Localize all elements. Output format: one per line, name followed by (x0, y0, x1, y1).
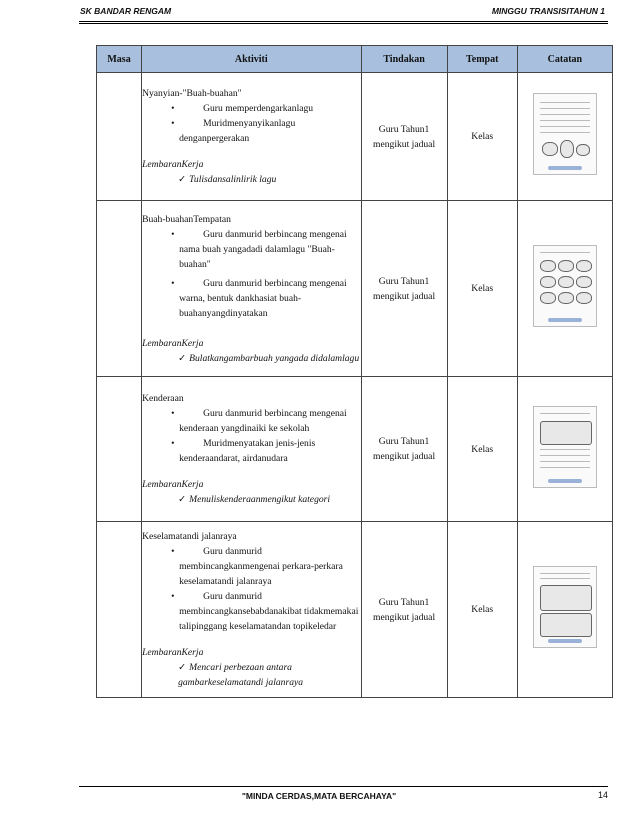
activity-title: Nyanyian-"Buah-buahan" (142, 88, 242, 99)
bullet-dot: • (171, 103, 175, 114)
worksheet-task: ✓ Menuliskenderaanmengikut kategori (178, 494, 331, 505)
activity-title: Kenderaan (142, 393, 184, 404)
table-row (97, 522, 613, 698)
activity-bullet: • Guru memperdengarkanlagu (171, 103, 314, 114)
header-week-label: MINGGU TRANSISITAHUN 1 (491, 6, 605, 16)
tindakan-cell: Guru Tahun1 mengikut jadual (361, 377, 447, 522)
checkmark-icon: ✓ (178, 174, 187, 185)
activity-bullet: • Guru danmurid berbincang mengenai warna, bentuk dankhasiat buah-buahanyangdinyatakan (171, 277, 347, 319)
bullet-dot: • (171, 438, 175, 449)
col-header-catatan: Catatan (517, 46, 612, 73)
activity-bullet: • Guru danmurid berbincang mengenai nama buah yangadadi dalamlagu "Buah-buahan" (171, 228, 347, 270)
bullet-dot: • (171, 591, 175, 602)
masa-cell (97, 73, 142, 201)
catatan-cell (517, 73, 612, 201)
col-header-tindakan: Tindakan (361, 46, 447, 73)
masa-cell (97, 201, 142, 377)
footer-motto: "MINDA CERDAS,MATA BERCAHAYA" (241, 791, 397, 801)
tempat-cell: Kelas (447, 377, 517, 522)
aktiviti-cell (142, 377, 361, 522)
col-header-masa: Masa (97, 46, 142, 73)
worksheet-task: ✓ Bulatkangambarbuah yangada didalamlagu (178, 352, 360, 364)
checkmark-icon: ✓ (178, 494, 187, 505)
tindakan-cell: Guru Tahun1 mengikut jadual (361, 522, 447, 698)
header-school-name: SK BANDAR RENGAM (80, 6, 172, 16)
table-row (97, 73, 613, 201)
header-rule (79, 21, 608, 22)
header-rule-2 (79, 23, 608, 24)
table-header-row (97, 46, 613, 73)
tempat-cell: Kelas (447, 201, 517, 377)
masa-cell (97, 522, 142, 698)
worksheet-label: LembaranKerja (142, 159, 204, 170)
col-header-tempat: Tempat (447, 46, 517, 73)
table-row (97, 201, 613, 377)
bullet-dot: • (171, 408, 175, 419)
footer-rule (79, 786, 608, 787)
worksheet-thumbnail-icon (533, 566, 597, 648)
tindakan-cell: Guru Tahun1 mengikut jadual (361, 73, 447, 201)
activity-bullet: • Guru danmurid berbincang mengenai kenderaan yangdinaiki ke sekolah (171, 408, 347, 434)
activity-bullet: • Muridmenyatakan jenis-jenis kenderaandarat, airdanudara (171, 438, 316, 464)
activity-table (96, 45, 613, 698)
activity-title: Buah-buahanTempatan (142, 213, 231, 225)
table-row (97, 377, 613, 522)
activity-bullet: • Guru danmurid membincangkansebabdanakibat tidakmemakai talipinggang keselamatandan topikeledar (171, 591, 359, 632)
catatan-cell (517, 377, 612, 522)
worksheet-label: LembaranKerja (142, 337, 204, 349)
worksheet-task: ✓ Mencari perbezaan antara gambarkeselamatandi jalanraya (178, 662, 304, 688)
bullet-dot: • (171, 546, 175, 557)
masa-cell (97, 377, 142, 522)
aktiviti-cell (142, 522, 361, 698)
page-number: 14 (598, 790, 609, 800)
worksheet-thumbnail-icon (533, 406, 597, 488)
tempat-cell: Kelas (447, 522, 517, 698)
activity-bullet: • Guru danmurid membincangkanmengenai perkara-perkara keselamatandi jalanraya (171, 546, 343, 587)
checkmark-icon: ✓ (178, 662, 187, 673)
bullet-dot: • (171, 277, 175, 289)
aktiviti-cell (142, 73, 361, 201)
worksheet-task: ✓ Tulisdansalinlirik lagu (178, 174, 277, 185)
worksheet-thumbnail-icon (533, 245, 597, 327)
catatan-cell (517, 522, 612, 698)
aktiviti-cell (142, 201, 361, 377)
checkmark-icon: ✓ (178, 352, 187, 364)
worksheet-label: LembaranKerja (142, 647, 204, 658)
tempat-cell: Kelas (447, 73, 517, 201)
tindakan-cell: Guru Tahun1 mengikut jadual (361, 201, 447, 377)
catatan-cell (517, 201, 612, 377)
bullet-dot: • (171, 228, 175, 240)
activity-title: Keselamatandi jalanraya (142, 531, 237, 542)
activity-bullet: • Muridmenyanyikanlagu denganpergerakan (171, 118, 296, 144)
col-header-aktiviti: Aktiviti (142, 46, 361, 73)
worksheet-label: LembaranKerja (142, 479, 204, 490)
worksheet-thumbnail-icon (533, 93, 597, 175)
bullet-dot: • (171, 118, 175, 129)
